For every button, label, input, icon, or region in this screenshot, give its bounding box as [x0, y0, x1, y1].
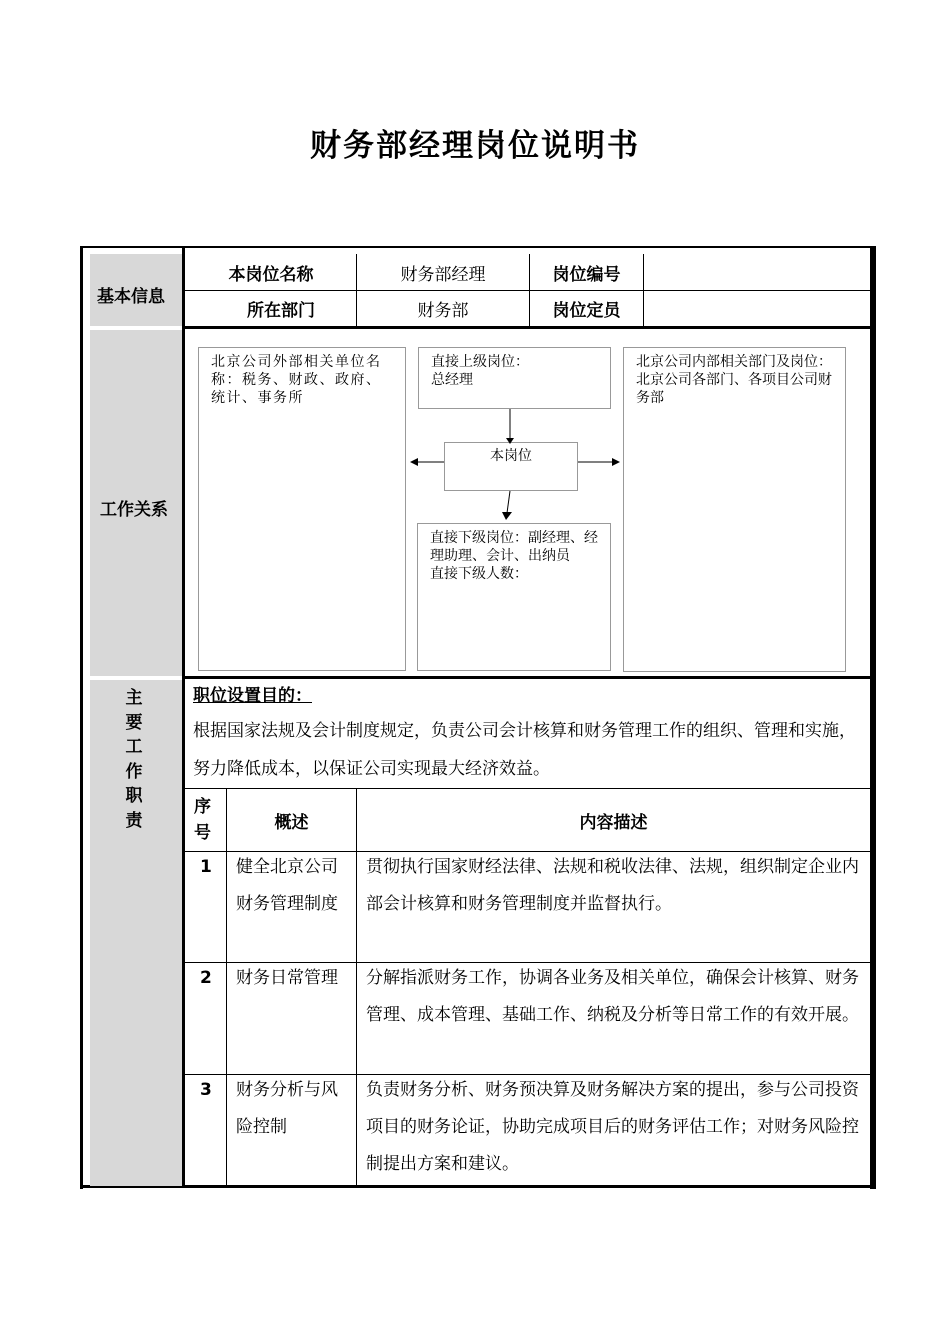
purpose-label: 职位设置目的：	[193, 686, 312, 706]
header-description: 内容描述	[579, 812, 648, 833]
label-gap	[90, 678, 182, 680]
duty-summary: 财务分析与风险控制	[236, 1080, 338, 1137]
position-code-label: 岗位编号	[552, 264, 621, 285]
duty-description: 贯彻执行国家财经法律、法规和税收法律、法规，组织制定企业内部会计核算和财务管理制度并监督执行。	[366, 857, 859, 914]
duties-label: 主 要 工 作 职 责	[125, 688, 143, 831]
external-relations-box: 北京公司外部相关单位名称：税务、财政、政府、统计、事务所	[198, 347, 406, 671]
duty-no: 3	[200, 1080, 212, 1100]
basic-info-label: 基本信息	[97, 287, 165, 307]
subordinate-count: 直接下级人数：	[430, 566, 528, 582]
duty-summary: 健全北京公司财务管理制度	[236, 857, 338, 914]
duty-no: 2	[200, 968, 212, 988]
superior-label: 直接上级岗位：	[431, 354, 529, 370]
header-summary: 概述	[274, 812, 309, 833]
headcount-label: 岗位定员	[552, 301, 621, 321]
row-separator	[185, 676, 872, 679]
duty-no: 1	[200, 857, 212, 877]
duty-description: 负责财务分析、财务预决算及财务解决方案的提出，参与公司投资项目的财务论证，协助完成项目后的财务评估工作；对财务风险控制提出方案和建议。	[366, 1080, 859, 1174]
department-label: 所在部门	[247, 301, 315, 321]
duty-description: 分解指派财务工作，协调各业务及相关单位，确保会计核算、财务管理、成本管理、基础工作、纳税及分析等日常工作的有效开展。	[366, 968, 859, 1025]
position-code-value	[644, 254, 870, 290]
duty-summary: 财务日常管理	[236, 968, 338, 988]
label-gap	[90, 328, 182, 330]
department-value: 财务部	[417, 301, 469, 321]
relation-arrows	[400, 400, 640, 530]
superior-value: 总经理	[431, 372, 473, 388]
page-title: 财务部经理岗位说明书	[310, 128, 640, 164]
relations-label: 工作关系	[100, 500, 168, 520]
position-name-value: 财务部经理	[400, 264, 486, 285]
header-no: 序 号	[194, 797, 211, 843]
position-name-label: 本岗位名称	[228, 264, 314, 285]
table-bottom-border	[80, 1185, 876, 1188]
purpose-text: 根据国家法规及会计制度规定，负责公司会计核算和财务管理工作的组织、管理和实施，努力降低成本，以保证公司实现最大经济效益。	[193, 721, 856, 779]
self-position-box: 本岗位	[444, 442, 578, 491]
label-column-border	[182, 248, 185, 1187]
subordinate-text: 直接下级岗位：副经理、经理助理、会计、出纳员	[430, 530, 598, 564]
row-separator	[185, 326, 872, 329]
subordinate-box	[417, 523, 611, 671]
table-right-border	[870, 246, 876, 1189]
headcount-value	[644, 291, 870, 326]
internal-relations-box: 北京公司内部相关部门及岗位：北京公司各部门、各项目公司财务部	[623, 347, 846, 672]
